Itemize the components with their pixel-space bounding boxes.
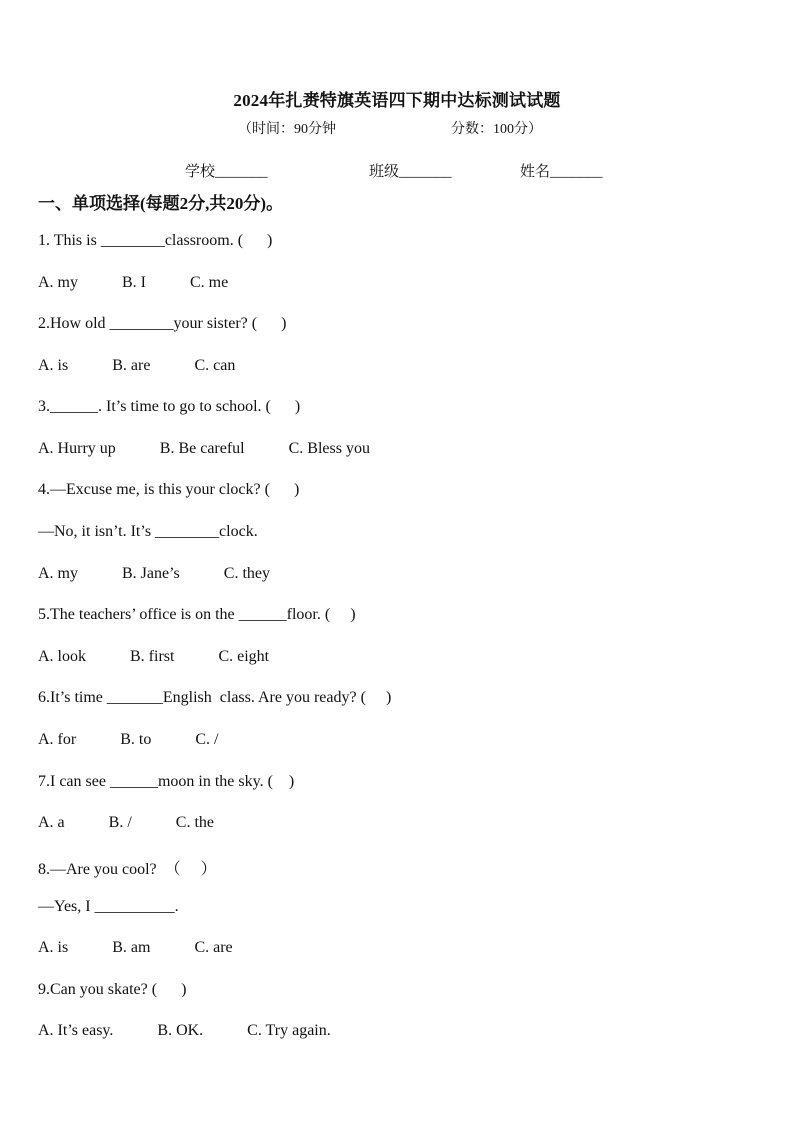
question-line: 6.It’s time _______English class. Are you ready? ( ) <box>38 689 392 706</box>
name-field: 姓名_______ <box>520 164 603 180</box>
exam-score: 分数：100分） <box>451 122 542 137</box>
option-a: A. for <box>38 731 77 748</box>
option-c: C. are <box>194 939 233 956</box>
option-b: B. OK. <box>157 1022 204 1039</box>
option-a: A. It’s easy. <box>38 1022 114 1039</box>
option-a: A. is <box>38 939 69 956</box>
school-field: 学校_______ <box>185 164 268 180</box>
option-a: A. is <box>38 357 69 374</box>
option-c: C. Bless you <box>288 440 370 457</box>
question-options <box>38 357 279 375</box>
question-options <box>38 648 313 666</box>
exam-title: 2024年扎赉特旗英语四下期中达标测试试题 <box>233 91 561 110</box>
option-a: A. look <box>38 648 86 665</box>
question-options <box>38 274 272 292</box>
question-options <box>38 565 314 583</box>
question-line: 5.The teachers’ office is on the ______floor. ( ) <box>38 606 356 623</box>
option-a: A. Hurry up <box>38 440 116 457</box>
section-title: 一、单项选择(每题2分,共20分)。 <box>38 194 284 213</box>
option-c: C. the <box>175 814 214 831</box>
question-options <box>38 1022 375 1040</box>
option-c: C. me <box>190 274 229 291</box>
option-b: B. / <box>108 814 132 831</box>
question-options <box>38 440 414 458</box>
question-line: 7.I can see ______moon in the sky. ( ) <box>38 773 295 790</box>
option-c: C. they <box>223 565 270 582</box>
option-c: C. can <box>194 357 236 374</box>
question-options <box>38 731 262 749</box>
option-b: B. am <box>112 939 151 956</box>
question-line: 1. This is ________classroom. ( ) <box>38 232 273 249</box>
option-c: C. / <box>195 731 219 748</box>
option-c: C. eight <box>218 648 270 665</box>
question-options <box>38 939 277 957</box>
question-line: —Yes, I __________. <box>38 898 179 915</box>
question-line: 2.How old ________your sister? ( ) <box>38 315 287 332</box>
option-b: B. first <box>130 648 175 665</box>
question-options <box>38 814 258 832</box>
class-field: 班级_______ <box>369 164 452 180</box>
option-b: B. I <box>122 274 146 291</box>
exam-time: （时间：90分钟 <box>238 122 336 137</box>
option-a: A. my <box>38 274 78 291</box>
question-line: —No, it isn’t. It’s ________clock. <box>38 523 258 540</box>
option-c: C. Try again. <box>247 1022 331 1039</box>
question-line: 4.—Excuse me, is this your clock? ( ) <box>38 481 300 498</box>
question-line: 9.Can you skate? ( ) <box>38 981 187 998</box>
option-b: B. Be careful <box>159 440 245 457</box>
option-b: B. Jane’s <box>122 565 180 582</box>
question-line: 8.—Are you cool? （ ） <box>38 861 217 878</box>
question-line: 3.______. It’s time to go to school. ( ) <box>38 398 301 415</box>
option-a: A. my <box>38 565 78 582</box>
option-a: A. a <box>38 814 65 831</box>
option-b: B. are <box>112 357 151 374</box>
option-b: B. to <box>120 731 152 748</box>
